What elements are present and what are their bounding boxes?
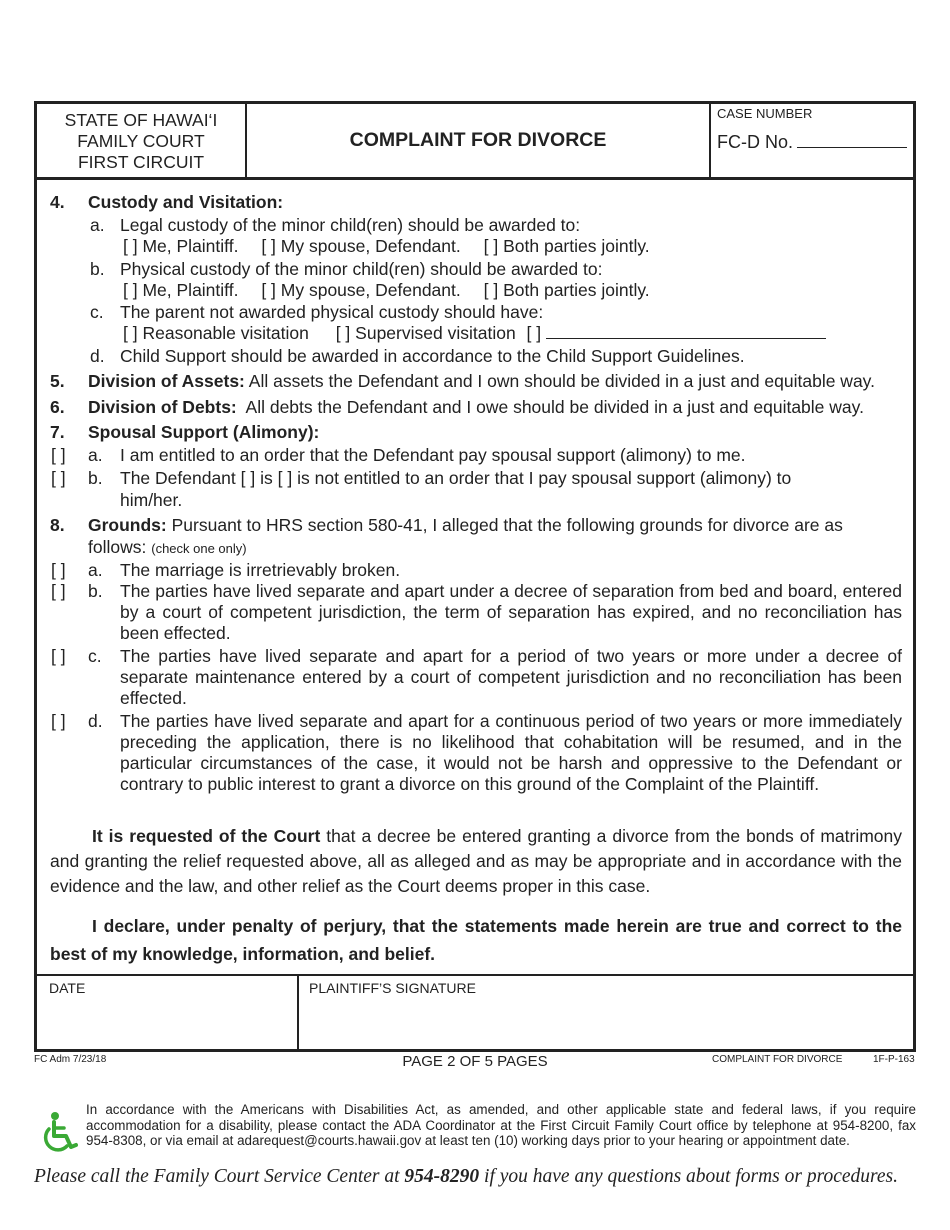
s4a-defendant-label: My spouse, Defendant. <box>280 236 461 256</box>
call-text-pre: Please call the Family Court Service Center at <box>34 1166 400 1187</box>
s8d-checkbox[interactable]: [ ] <box>51 711 66 731</box>
s4b-defendant-label: My spouse, Defendant. <box>280 280 461 300</box>
request-paragraph <box>50 824 902 899</box>
section-6-text: All debts the Defendant and I owe should be divided in a just and equitable way. <box>245 397 864 417</box>
service-center-notice <box>34 1166 898 1188</box>
case-number-blank[interactable] <box>797 133 907 148</box>
section-4-heading: Custody and Visitation: <box>88 192 284 212</box>
section-5-text: All assets the Defendant and I own should be divided in a just and equitable way. <box>248 371 875 391</box>
section-7-heading: Spousal Support (Alimony): <box>88 422 320 442</box>
court-name-block <box>37 104 247 177</box>
section-5-number: 5. <box>50 371 65 391</box>
section-5-heading: Division of Assets: <box>88 371 245 391</box>
s4b-both-checkbox[interactable]: [ ] <box>483 280 499 300</box>
court-state: STATE OF HAWAI‘I <box>64 110 218 130</box>
request-text: that a decree be entered granting a divorce from the bonds of matrimony and granting the relief requested above, all as alleged and as may be appropriate and in accordance with the evidence and the law, and other relief as the Court deems proper in this case. <box>50 826 903 896</box>
section-5-line <box>88 371 875 392</box>
section-4-number: 4. <box>50 192 65 212</box>
s7b-text-2: is not entitled to an order that I pay spousal support (alimony) to <box>297 468 792 488</box>
case-number-box <box>709 104 915 177</box>
s4b-both-label: Both parties jointly. <box>503 280 650 300</box>
s7b-text-1: The Defendant <box>120 468 236 488</box>
section-8-heading: Grounds: <box>88 515 167 535</box>
court-family: FAMILY COURT <box>77 131 205 151</box>
s4c-other-blank[interactable] <box>546 326 826 339</box>
section-6-number: 6. <box>50 397 65 417</box>
s4b-plaintiff-checkbox[interactable]: [ ] <box>123 280 138 300</box>
case-number-prefix: FC-D No. <box>717 132 793 152</box>
section-8-note: (check one only) <box>151 541 247 556</box>
s4b-plaintiff-label: Me, Plaintiff. <box>142 280 239 300</box>
section-8-number: 8. <box>50 515 65 535</box>
court-circuit: FIRST CIRCUIT <box>77 152 205 172</box>
s7b-is-label: is <box>260 468 273 488</box>
ada-notice: In accordance with the Americans with Disabilities Act, as amended, and other applicable state and federal laws, if you require accommodation for a disability, please contact the ADA Coordinator at the First Circuit Family Court office by telephone at 954-8200, fax 954-8308, or via email at adarequest@courts.hawaii.gov at least ten (10) working days prior to your hearing or appointment date. <box>86 1102 916 1148</box>
page-number: PAGE 2 OF 5 PAGES <box>402 1053 548 1070</box>
s8a-letter: a. <box>88 560 103 580</box>
call-phone: 954-8290 <box>404 1166 480 1187</box>
s4c-options <box>123 323 826 344</box>
case-number-label: CASE NUMBER <box>717 106 813 121</box>
section-7-number: 7. <box>50 422 65 442</box>
s8b-text: The parties have lived separate and apart under a decree of separation from bed and board, entered by a court of competent jurisdiction, the term of separation has expired, and no reconciliation has been effected. <box>120 581 902 643</box>
declaration: I declare, under penalty of perjury, that the statements made herein are true and correct to the best of my knowledge, information, and belief. <box>50 916 902 964</box>
s4b-options <box>123 280 650 301</box>
form-title: COMPLAINT FOR DIVORCE <box>349 129 607 151</box>
section-8-line <box>88 515 843 536</box>
s7b-line <box>120 468 791 489</box>
section-6-heading: Division of Debts: <box>88 397 237 417</box>
footer-form-title: COMPLAINT FOR DIVORCE <box>712 1054 843 1065</box>
s4b-letter: b. <box>90 259 105 279</box>
s8d-letter: d. <box>88 711 103 731</box>
s4a-letter: a. <box>90 215 105 235</box>
s4c-letter: c. <box>90 302 104 322</box>
s4a-text: Legal custody of the minor child(ren) should be awarded to: <box>120 215 581 235</box>
s4d-letter: d. <box>90 346 105 366</box>
s4a-plaintiff-checkbox[interactable]: [ ] <box>123 236 138 256</box>
section-8-text: Pursuant to HRS section 580-41, I alleged that the following grounds for divorce are as <box>171 515 843 535</box>
s8a-text: The marriage is irretrievably broken. <box>120 560 401 580</box>
s4a-options <box>123 236 650 257</box>
date-field[interactable] <box>37 976 299 1052</box>
section-6-line <box>88 397 864 418</box>
s4c-supervised-checkbox[interactable]: [ ] <box>335 323 351 343</box>
s7b-letter: b. <box>88 468 103 488</box>
form-code: 1F-P-163 <box>873 1054 915 1065</box>
s7a-letter: a. <box>88 445 103 465</box>
s4c-reasonable-checkbox[interactable]: [ ] <box>123 323 138 343</box>
section-8-text-2: follows: <box>88 537 147 557</box>
s8c-text: The parties have lived separate and apart for a period of two years or more under a decree of separate maintenance entered by a court of competent jurisdiction and no reconciliation has been effected. <box>120 646 902 708</box>
plaintiff-signature-label: PLAINTIFF’S SIGNATURE <box>309 980 476 996</box>
s4a-both-label: Both parties jointly. <box>503 236 650 256</box>
s7b-isnot-checkbox[interactable]: [ ] <box>277 468 293 488</box>
s8c-letter: c. <box>88 646 102 666</box>
signature-row <box>37 974 913 1054</box>
s4c-reasonable-label: Reasonable visitation <box>142 323 309 343</box>
s4b-defendant-checkbox[interactable]: [ ] <box>261 280 276 300</box>
form-header <box>37 104 913 180</box>
s7a-text: I am entitled to an order that the Defendant pay spousal support (alimony) to me. <box>120 445 746 465</box>
plaintiff-signature-field[interactable] <box>297 976 913 1052</box>
s7a-checkbox[interactable]: [ ] <box>51 445 66 465</box>
form-frame <box>34 101 916 1052</box>
accessibility-icon <box>38 1110 82 1154</box>
form-date: FC Adm 7/23/18 <box>34 1054 107 1065</box>
date-label: DATE <box>49 980 86 996</box>
s7b-text-3: him/her. <box>120 490 183 510</box>
s4a-defendant-checkbox[interactable]: [ ] <box>261 236 276 256</box>
s8d-text: The parties have lived separate and apart for a continuous period of two years or more immediately preceding the application, there is no likelihood that cohabitation will be resumed, and in the particular circumstances of the case, it would not be harsh and oppressive to the Defendant or contrary to public interest to grant a divorce on this ground of the Complaint of the Plaintiff. <box>120 711 902 794</box>
s8b-checkbox[interactable]: [ ] <box>51 581 66 601</box>
case-number-field[interactable] <box>717 132 907 153</box>
s4a-plaintiff-label: Me, Plaintiff. <box>142 236 239 256</box>
s8c-checkbox[interactable]: [ ] <box>51 646 66 666</box>
s8a-checkbox[interactable]: [ ] <box>51 560 66 580</box>
s8b-letter: b. <box>88 581 103 601</box>
s4c-supervised-label: Supervised visitation <box>355 323 516 343</box>
s4c-text: The parent not awarded physical custody should have: <box>120 302 544 322</box>
s7b-checkbox[interactable]: [ ] <box>51 468 66 488</box>
s7b-is-checkbox[interactable]: [ ] <box>240 468 256 488</box>
request-bold: It is requested of the Court <box>92 826 321 846</box>
s4a-both-checkbox[interactable]: [ ] <box>483 236 499 256</box>
section-8-line-2 <box>88 537 247 558</box>
s4c-other-checkbox[interactable]: [ ] <box>526 323 542 343</box>
s4d-text: Child Support should be awarded in accordance to the Child Support Guidelines. <box>120 346 745 366</box>
s4b-text: Physical custody of the minor child(ren) should be awarded to: <box>120 259 603 279</box>
call-text-post: if you have any questions about forms or procedures. <box>484 1166 898 1187</box>
